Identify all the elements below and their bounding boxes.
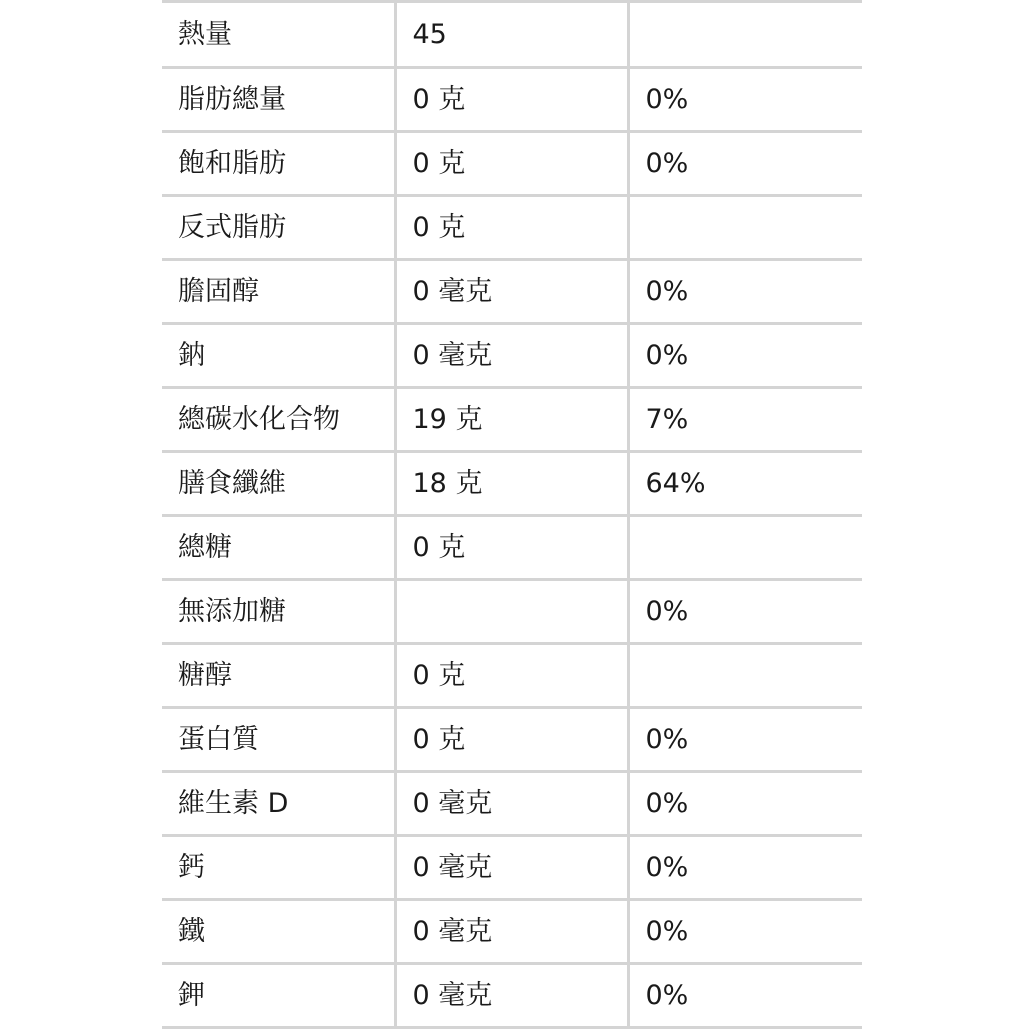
- table-row: [162, 132, 862, 196]
- nutrient-name: 總碳水化合物: [162, 388, 395, 452]
- table-row: [162, 644, 862, 708]
- table-row: [162, 388, 862, 452]
- nutrient-name: 膳食纖維: [162, 452, 395, 516]
- nutrient-amount: 19 克: [395, 388, 628, 452]
- nutrient-daily-value: [628, 644, 862, 708]
- table-row: [162, 324, 862, 388]
- nutrient-name: 膽固醇: [162, 260, 395, 324]
- nutrition-facts-table: [162, 0, 862, 1029]
- table-row: [162, 68, 862, 132]
- nutrient-amount: 0 克: [395, 644, 628, 708]
- nutrient-amount: 0 毫克: [395, 260, 628, 324]
- nutrient-daily-value: 64%: [628, 452, 862, 516]
- nutrient-amount: 0 克: [395, 68, 628, 132]
- table-row: [162, 452, 862, 516]
- nutrient-name: 鈣: [162, 836, 395, 900]
- nutrient-amount: 0 克: [395, 196, 628, 260]
- table-row: [162, 772, 862, 836]
- nutrient-amount: [395, 580, 628, 644]
- nutrient-amount: 0 克: [395, 516, 628, 580]
- table-row: [162, 196, 862, 260]
- table-row: [162, 516, 862, 580]
- nutrient-name: 無添加糖: [162, 580, 395, 644]
- table-row: [162, 708, 862, 772]
- nutrient-amount: 45: [395, 2, 628, 68]
- nutrient-daily-value: 0%: [628, 964, 862, 1028]
- nutrient-amount: 0 毫克: [395, 772, 628, 836]
- nutrient-daily-value: 0%: [628, 900, 862, 964]
- nutrient-name: 熱量: [162, 2, 395, 68]
- nutrient-daily-value: 0%: [628, 324, 862, 388]
- nutrient-daily-value: 7%: [628, 388, 862, 452]
- nutrient-daily-value: 0%: [628, 68, 862, 132]
- table-row: [162, 836, 862, 900]
- nutrient-name: 蛋白質: [162, 708, 395, 772]
- table-row: [162, 260, 862, 324]
- nutrient-daily-value: 0%: [628, 708, 862, 772]
- nutrient-name: 鐵: [162, 900, 395, 964]
- nutrient-daily-value: [628, 196, 862, 260]
- nutrient-daily-value: 0%: [628, 580, 862, 644]
- nutrient-name: 總糖: [162, 516, 395, 580]
- nutrient-daily-value: [628, 2, 862, 68]
- table-row: [162, 964, 862, 1028]
- nutrient-name: 飽和脂肪: [162, 132, 395, 196]
- nutrient-name: 鉀: [162, 964, 395, 1028]
- table-row: [162, 580, 862, 644]
- table-row: [162, 900, 862, 964]
- nutrient-amount: 0 毫克: [395, 964, 628, 1028]
- nutrient-name: 反式脂肪: [162, 196, 395, 260]
- nutrient-name: 維生素 D: [162, 772, 395, 836]
- nutrient-name: 脂肪總量: [162, 68, 395, 132]
- nutrient-name: 糖醇: [162, 644, 395, 708]
- nutrient-amount: 0 毫克: [395, 900, 628, 964]
- table-row: [162, 2, 862, 68]
- nutrient-amount: 18 克: [395, 452, 628, 516]
- nutrient-daily-value: 0%: [628, 836, 862, 900]
- nutrient-amount: 0 克: [395, 132, 628, 196]
- nutrient-daily-value: 0%: [628, 772, 862, 836]
- nutrient-name: 鈉: [162, 324, 395, 388]
- nutrient-amount: 0 毫克: [395, 836, 628, 900]
- nutrient-amount: 0 克: [395, 708, 628, 772]
- nutrient-daily-value: 0%: [628, 260, 862, 324]
- nutrient-daily-value: [628, 516, 862, 580]
- nutrient-daily-value: 0%: [628, 132, 862, 196]
- nutrient-amount: 0 毫克: [395, 324, 628, 388]
